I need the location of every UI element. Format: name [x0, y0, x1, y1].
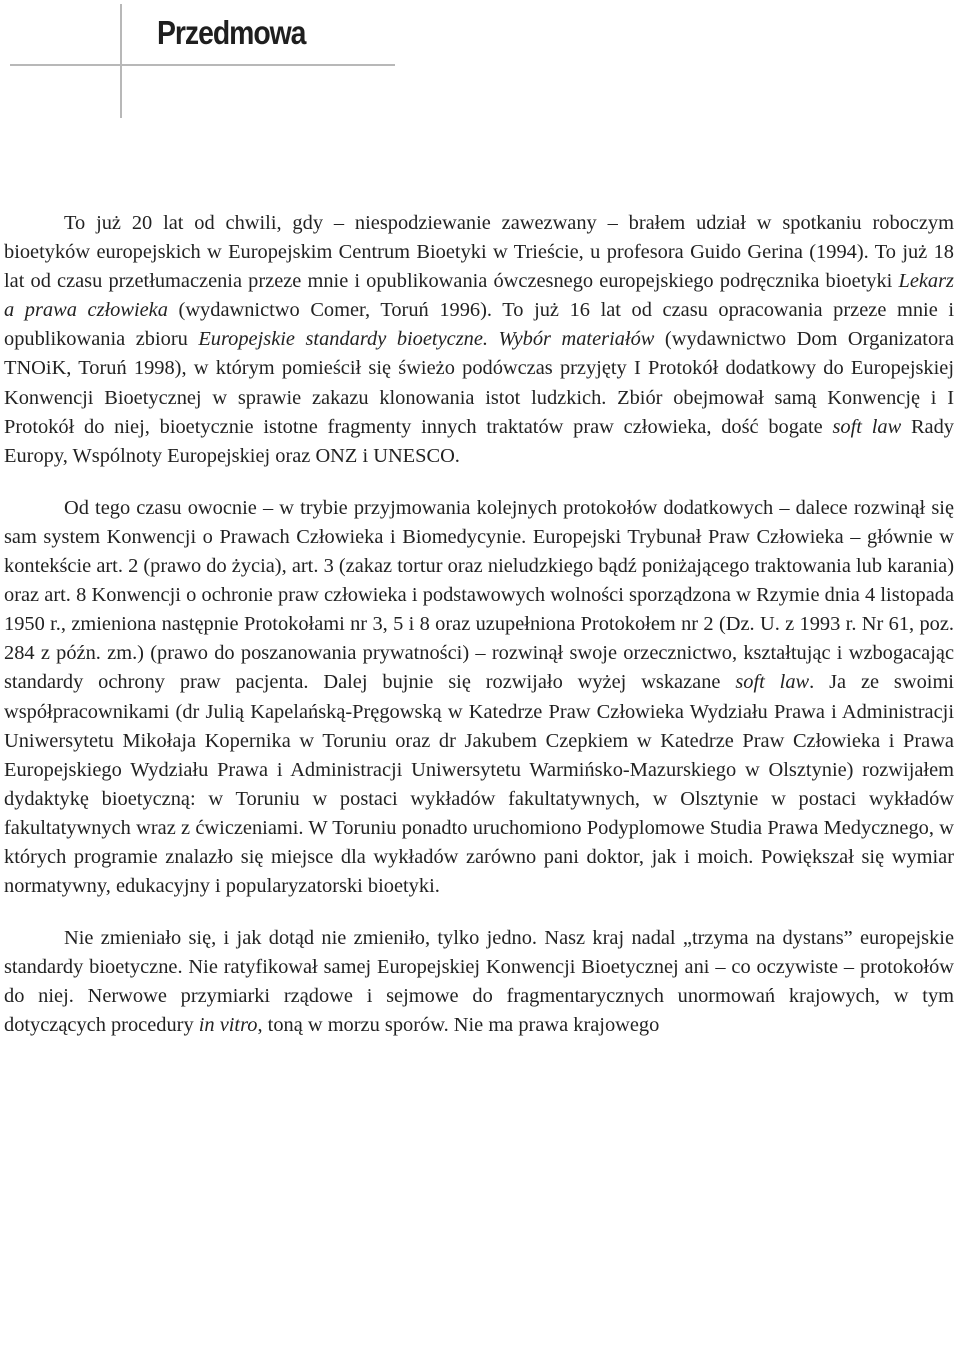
italic-text: in vitro: [198, 1014, 258, 1037]
italic-text: Lekarz a prawa człowieka: [4, 270, 954, 322]
paragraph-3: [4, 924, 954, 1040]
text-run: Rady Europy, Wspólnoty Europejskiej oraz ONZ i UNESCO.: [4, 415, 955, 467]
body-text: [4, 209, 954, 1041]
text-run: , toną w morzu sporów. Nie ma prawa krajowego: [257, 1014, 660, 1037]
italic-text: soft law: [832, 415, 902, 438]
text-run: To już 20 lat od chwili, gdy – niespodziewanie zawezwany – brałem udział w spotkaniu roboczym bioetyków europejskich w Europejskim Centrum Bioetyki w Trieście, u profesora Guido Gerina (1994). To już 18 lat od czasu przetłumaczenia przeze mnie i opublikowania ówczesnego europejskiego podręcznika bioetyki: [4, 212, 954, 293]
italic-text: Europejskie standardy bioetyczne. Wybór materiałów: [198, 328, 655, 351]
crop-mark-horizontal: [10, 64, 395, 66]
text-run: (wydawnictwo Dom Organizatora TNOiK, Toruń 1998), w którym pomieścił się świeżo podówczas przyjęty I Protokół dodatkowy do Europejskiej Konwencji Bioetycznej w sprawie zakazu klonowania istot ludzkich. Zbiór obejmował samą Konwencję i I Protokół do niej, bioetycznie istotne fragmenty innych traktatów praw człowieka, dość bogate: [4, 328, 954, 438]
text-run: (wydawnictwo Comer, Toruń 1996). To już 16 lat od czasu opracowania przeze mnie i opublikowania zbioru: [4, 299, 955, 351]
text-run: . Ja ze swoimi współpracownikami (dr Julią Kapelańską-Pręgowską w Katedrze Praw Człowieka Wydziału Prawa i Administracji Uniwersytetu Mikołaja Kopernika w Toruniu oraz dr Jakubem Czepkiem w Katedrze Praw Człowieka i Prawa Europejskiego Wydziału Prawa i Administracji Uniwersytetu Warmińsko-Mazurskiego w Olsztynie) rozwijałem dydaktykę bioetyczną: w Toruniu w postaci wykładów fakultatywnych, w Olsztynie w postaci wykładów fakultatywnych wraz z ćwiczeniami. W Toruniu ponadto uruchomiono Podyplomowe Studia Prawa Medycznego, w których programie znalazło się miejsce dla wykładów zarówno pani doktor, jak i moich. Powiększał się wymiar normatywny, edukacyjny i popularyzatorski bioetyki.: [4, 671, 954, 898]
italic-text: soft law: [735, 671, 810, 694]
crop-mark-vertical: [120, 4, 122, 118]
page-title: Przedmowa: [157, 14, 306, 51]
text-run: Od tego czasu owocnie – w trybie przyjmowania kolejnych protokołów dodatkowych – dalece rozwinął się sam system Konwencji o Prawach Człowieka i Biomedycynie. Europejski Trybunał Praw Człowieka – głównie w kontekście art. 2 (prawo do życia), art. 3 (zakaz tortur oraz nieludzkiego bądź poniżającego traktowania lub karania) oraz art. 8 Konwencji o ochronie praw człowieka i podstawowych wolności sporządzona w Rzymie dnia 4 listopada 1950 r., zmieniona następnie Protokołami nr 3, 5 i 8 oraz uzupełniona Protokołem nr 2 (Dz. U. z 1993 r. Nr 61, poz. 284 z późn. zm.) (prawo do poszanowania prywatności) – rozwinął swoje orzecznictwo, kształtując i wzbogacając standardy ochrony praw pacjenta. Dalej bujnie się rozwijało wyżej wskazane: [4, 496, 954, 694]
paragraph-2: [4, 494, 954, 901]
paragraph-1: [4, 209, 954, 471]
text-run: Nie zmieniało się, i jak dotąd nie zmieniło, tylko jedno. Nasz kraj nadal „trzyma na dystans” europejskie standardy bioetyczne. Nie ratyfikował samej Europejskiej Konwencji Bioetycznej ani – co oczywiste – protokołów do niej. Nerwowe przymiarki rządowe i sejmowe do fragmentarycznych unormowań krajowych, w tym dotyczących procedury: [4, 927, 954, 1037]
